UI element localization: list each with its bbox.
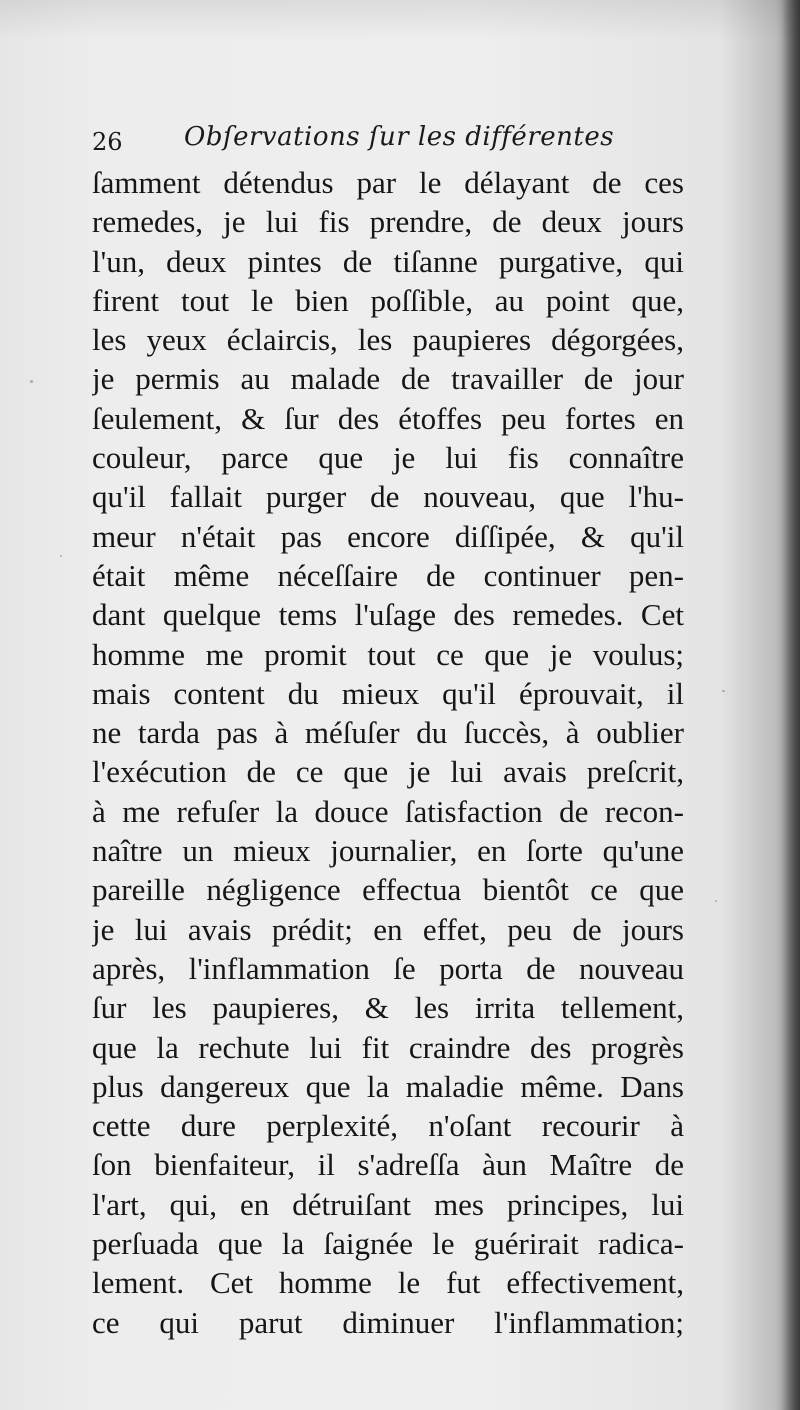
text-line: après, l'inflammation ſe porta de nouveau [92,950,684,986]
page-header [92,122,692,162]
body-text [92,163,684,1342]
text-line: lement. Cet homme le fut effectivement, [92,1265,684,1301]
text-line: qu'il fallait purger de nouveau, que l'hu- [92,479,684,515]
text-line: ſon bienfaiteur, il s'adreſſa àun Maître de [92,1147,684,1183]
page-number: 26 [92,128,123,156]
text-line: l'exécution de ce que je lui avais preſcrit, [92,754,684,790]
text-line: était même néceſſaire de continuer pen- [92,557,684,593]
text-line: firent tout le bien poſſible, au point que, [92,282,684,318]
text-line: l'un, deux pintes de tiſanne purgative, qui [92,243,684,279]
text-line: pareille négligence effectua bientôt ce que [92,872,684,908]
text-line: cette dure perplexité, n'oſant recourir à [92,1108,684,1144]
text-line: mais content du mieux qu'il éprouvait, il [92,675,684,711]
text-line: l'art, qui, en détruiſant mes principes, lui [92,1186,684,1222]
text-line: meur n'était pas encore diſſipée, & qu'il [92,518,684,554]
text-line: couleur, parce que je lui fis connaître [92,440,684,476]
text-line: plus dangereux que la maladie même. Dans [92,1068,684,1104]
text-line: ſur les paupieres, & les irrita tellement, [92,990,684,1026]
paper-speck [722,690,725,692]
paper-speck [30,380,33,383]
text-line: je permis au malade de travailler de jour [92,361,684,397]
text-line: remedes, je lui fis prendre, de deux jours [92,204,684,240]
text-line: ce qui parut diminuer l'inflammation; [92,1304,684,1340]
text-line: perſuada que la ſaignée le guérirait radica- [92,1226,684,1262]
text-line: que la rechute lui fit craindre des progrès [92,1029,684,1065]
page-top-shadow [0,0,800,40]
text-line: à me refuſer la douce ſatisfaction de recon- [92,793,684,829]
text-line: ne tarda pas à méſuſer du ſuccès, à oublier [92,715,684,751]
text-line: homme me promit tout ce que je voulus; [92,636,684,672]
text-line: ſamment détendus par le délayant de ces [92,165,684,200]
text-line: dant quelque tems l'uſage des remedes. Cet [92,597,684,633]
text-line: ſeulement, & ſur des étoffes peu fortes en [92,400,684,436]
text-line: je lui avais prédit; en effet, peu de jours [92,911,684,947]
running-head: Obſervations ſur les différentes [184,122,615,152]
page-binding-edge [782,0,800,1410]
paper-speck [60,555,62,557]
text-line: les yeux éclaircis, les paupieres dégorgées, [92,322,684,358]
text-line: naître un mieux journalier, en ſorte qu'une [92,833,684,869]
paper-speck [715,900,717,902]
